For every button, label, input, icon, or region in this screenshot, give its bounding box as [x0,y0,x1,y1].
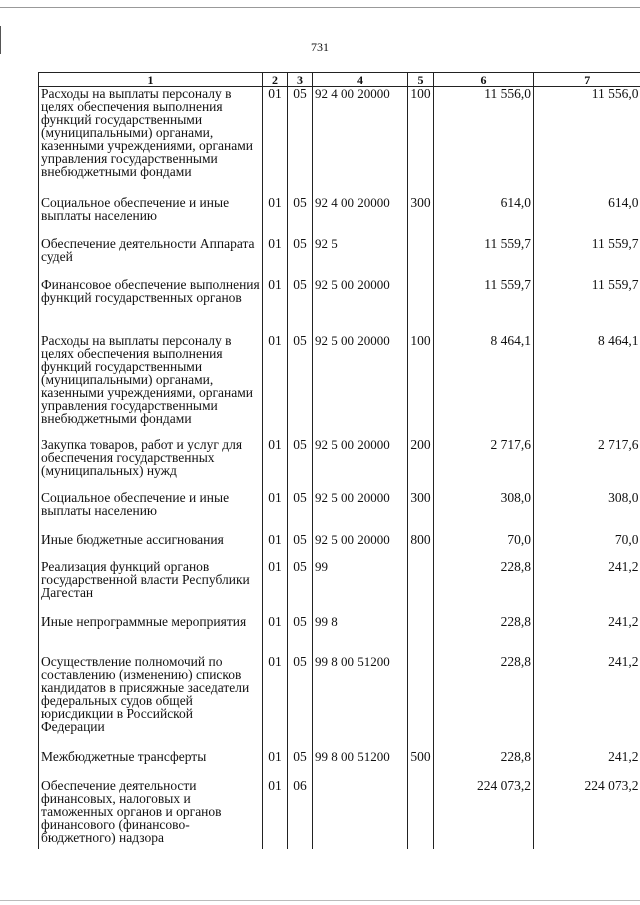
col-header-1: 1 [39,73,263,87]
col-header-3: 3 [288,73,313,87]
row-sum-year2: 224 073,2 [534,779,640,849]
row-name: Социальное обеспечение и иные выплаты населению [39,491,263,533]
row-sum-year2: 614,0 [534,196,640,237]
row-section: 01 [263,655,288,750]
table-row [39,438,640,491]
row-subsection: 05 [288,750,313,779]
row-section: 01 [263,87,288,196]
table-row [39,491,640,533]
row-expense-type: 300 [408,196,434,237]
row-subsection: 05 [288,196,313,237]
row-sum-year1: 308,0 [434,491,534,533]
row-subsection: 05 [288,491,313,533]
row-section: 01 [263,615,288,655]
row-expense-type [408,779,434,849]
col-header-5: 5 [408,73,434,87]
row-subsection: 05 [288,334,313,438]
row-sum-year1: 228,8 [434,750,534,779]
table-row [39,560,640,615]
table-row [39,278,640,334]
row-expense-type [408,237,434,278]
row-expense-type [408,615,434,655]
top-rule [0,7,640,8]
row-name: Реализация функций органов государственной власти Республики Дагестан [39,560,263,615]
row-name: Финансовое обеспечение выполнения функций государственных органов [39,278,263,334]
row-sum-year2: 11 556,0 [534,87,640,196]
col-header-6: 6 [434,73,534,87]
row-name: Расходы на выплаты персоналу в целях обеспечения выполнения функций государственными (муниципальными) органами, казенными учреждениями, органами управления государственными внебюджетными фондами [39,334,263,438]
row-name: Расходы на выплаты персоналу в целях обеспечения выполнения функций государственными (муниципальными) органами, казенными учреждениями, органами управления государственными внебюджетными фондами [39,87,263,196]
row-section: 01 [263,278,288,334]
row-name: Иные бюджетные ассигнования [39,533,263,560]
row-sum-year1: 228,8 [434,615,534,655]
row-name: Закупка товаров, работ и услуг для обеспечения государственных (муниципальных) нужд [39,438,263,491]
row-sum-year1: 2 717,6 [434,438,534,491]
col-header-7: 7 [534,73,640,87]
table-row [39,750,640,779]
row-sum-year2: 308,0 [534,491,640,533]
row-target-article: 92 5 00 20000 [313,533,408,560]
row-name: Иные непрограммные мероприятия [39,615,263,655]
row-subsection: 05 [288,615,313,655]
row-target-article: 92 5 00 20000 [313,491,408,533]
row-section: 01 [263,196,288,237]
table-row [39,779,640,849]
row-sum-year2: 8 464,1 [534,334,640,438]
row-subsection: 05 [288,560,313,615]
row-name: Осуществление полномочий по составлению (изменению) списков кандидатов в присяжные заседатели федеральных судов общей юрисдикции в Российской Федерации [39,655,263,750]
row-sum-year1: 614,0 [434,196,534,237]
row-section: 01 [263,533,288,560]
row-section: 01 [263,334,288,438]
row-target-article: 92 5 00 20000 [313,334,408,438]
row-section: 01 [263,237,288,278]
row-sum-year1: 11 559,7 [434,278,534,334]
row-target-article: 92 4 00 20000 [313,196,408,237]
table-row [39,237,640,278]
row-sum-year1: 70,0 [434,533,534,560]
row-target-article: 99 [313,560,408,615]
row-expense-type [408,560,434,615]
row-expense-type: 100 [408,334,434,438]
row-expense-type: 200 [408,438,434,491]
row-section: 01 [263,491,288,533]
page-number: 731 [311,40,329,54]
row-subsection: 05 [288,438,313,491]
row-target-article [313,779,408,849]
row-subsection: 05 [288,87,313,196]
table-row [39,615,640,655]
row-expense-type: 100 [408,87,434,196]
row-sum-year2: 11 559,7 [534,237,640,278]
row-sum-year1: 224 073,2 [434,779,534,849]
header-row [39,73,640,87]
row-target-article: 92 5 00 20000 [313,438,408,491]
budget-table [38,72,640,849]
row-section: 01 [263,438,288,491]
row-section: 01 [263,750,288,779]
row-expense-type [408,278,434,334]
row-name: Обеспечение деятельности финансовых, налоговых и таможенных органов и органов финансового (финансово-бюджетного) надзора [39,779,263,849]
row-sum-year1: 228,8 [434,655,534,750]
row-expense-type: 800 [408,533,434,560]
row-subsection: 05 [288,533,313,560]
row-target-article: 92 5 00 20000 [313,278,408,334]
row-section: 01 [263,779,288,849]
table-row [39,334,640,438]
row-expense-type [408,655,434,750]
row-section: 01 [263,560,288,615]
table-row [39,196,640,237]
row-target-article: 99 8 00 51200 [313,655,408,750]
row-sum-year2: 70,0 [534,533,640,560]
row-name: Социальное обеспечение и иные выплаты населению [39,196,263,237]
row-target-article: 92 5 [313,237,408,278]
row-target-article: 92 4 00 20000 [313,87,408,196]
row-sum-year1: 8 464,1 [434,334,534,438]
row-target-article: 99 8 [313,615,408,655]
row-subsection: 05 [288,655,313,750]
row-sum-year1: 11 556,0 [434,87,534,196]
row-sum-year2: 241,2 [534,615,640,655]
row-sum-year1: 228,8 [434,560,534,615]
row-sum-year2: 241,2 [534,655,640,750]
row-subsection: 05 [288,237,313,278]
table-row [39,87,640,196]
row-name: Межбюджетные трансферты [39,750,263,779]
row-target-article: 99 8 00 51200 [313,750,408,779]
row-name: Обеспечение деятельности Аппарата судей [39,237,263,278]
row-subsection: 06 [288,779,313,849]
row-expense-type: 500 [408,750,434,779]
row-sum-year1: 11 559,7 [434,237,534,278]
table-row [39,533,640,560]
row-subsection: 05 [288,278,313,334]
bottom-rule [0,900,640,901]
row-expense-type: 300 [408,491,434,533]
row-sum-year2: 241,2 [534,560,640,615]
row-sum-year2: 2 717,6 [534,438,640,491]
col-header-4: 4 [313,73,408,87]
row-sum-year2: 11 559,7 [534,278,640,334]
col-header-2: 2 [263,73,288,87]
table-row [39,655,640,750]
row-sum-year2: 241,2 [534,750,640,779]
